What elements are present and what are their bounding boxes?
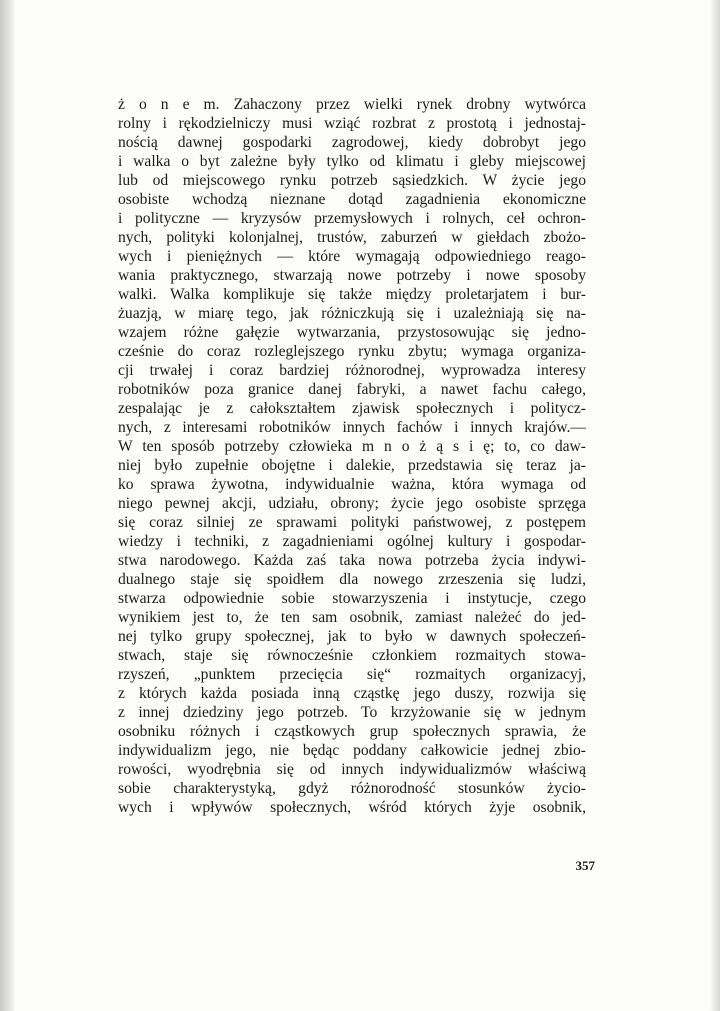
text-line: lub od miejscowego rynku potrzeb sąsiedzkich. W życie jego: [118, 172, 586, 189]
text-line: wynikiem jest to, że ten sam osobnik, zamiast należeć do jed-: [118, 609, 586, 626]
text-line: W ten sposób potrzeby człowieka m n o ż ą s i ę; to, co daw-: [118, 438, 586, 455]
text-line: osobiste wchodzą nieznane dotąd zagadnienia ekonomiczne: [118, 191, 586, 208]
text-line: z których każda posiada inną cząstkę jego duszy, rozwija się: [118, 685, 586, 702]
text-line: nością dawnej gospodarki zagrodowej, kiedy dobrobyt jego: [118, 134, 586, 151]
text-line: żuazją, w miarę tego, jak różniczkują się i uzależniają się na-: [118, 305, 586, 322]
text-line: nych, polityki kolonjalnej, trustów, zaburzeń w giełdach zbożo-: [118, 229, 586, 246]
text-line: cji trwałej i coraz bardziej różnorodnej, wyprowadza interesy: [118, 362, 586, 379]
text-line: się coraz silniej ze sprawami polityki państwowej, z postępem: [118, 514, 586, 531]
text-line: wych i pieniężnych — które wymagają odpowiedniego reago-: [118, 248, 586, 265]
text-line: niego pewnej akcji, udziału, obrony; życie jego osobiste sprzęga: [118, 495, 586, 512]
text-line: sobie charakterystyką, gdyż różnorodność stosunków życio-: [118, 780, 586, 797]
text-line: nych, z interesami robotników innych fachów i innych krajów.—: [118, 419, 586, 436]
text-line: stwa narodowego. Każda zaś taka nowa potrzeba życia indywi-: [118, 552, 586, 569]
text-line: wania praktycznego, stwarzają nowe potrzeby i nowe sposoby: [118, 267, 586, 284]
text-line: osobniku różnych i cząstkowych grup społecznych sprawia, że: [118, 723, 586, 740]
text-line: stwach, staje się równocześnie członkiem rozmaitych stowa-: [118, 647, 586, 664]
text-line: rolny i rękodzielniczy musi wziąć rozbrat z prostotą i jednostaj-: [118, 115, 586, 132]
text-line: wzajem różne gałęzie wytwarzania, przystosowując się jedno-: [118, 324, 586, 341]
text-line: z innej dziedziny jego potrzeb. To krzyżowanie się w jednym: [118, 704, 586, 721]
scan-edge-right: [710, 0, 720, 1011]
text-line: wiedzy i techniki, z zagadnieniami ogólnej kultury i gospodar-: [118, 533, 586, 550]
text-line: nej tylko grupy społecznej, jak to było w dawnych społeczeń-: [118, 628, 586, 645]
text-line: ż o n e m. Zahaczony przez wielki rynek drobny wytwórca: [118, 96, 586, 113]
text-line: cześnie do coraz rozleglejszego rynku zbytu; wymaga organiza-: [118, 343, 586, 360]
text-line: i polityczne — kryzysów przemysłowych i rolnych, ceł ochron-: [118, 210, 586, 227]
text-line: rowości, wyodrębnia się od innych indywidualizmów właściwą: [118, 761, 586, 778]
text-line: i walka o byt zależne były tylko od klimatu i gleby miejscowej: [118, 153, 586, 170]
text-line: wych i wpływów społecznych, wśród których żyje osobnik,: [118, 799, 586, 816]
text-line: zespalając je z całokształtem zjawisk społecznych i politycz-: [118, 400, 586, 417]
text-line: stwarza odpowiednie sobie stowarzyszenia i instytucje, czego: [118, 590, 586, 607]
text-line: robotników poza granice danej fabryki, a nawet fachu całego,: [118, 381, 586, 398]
page-number: 357: [575, 858, 595, 873]
text-line: dualnego staje się spoidłem dla nowego zrzeszenia się ludzi,: [118, 571, 586, 588]
body-text: [118, 95, 586, 817]
text-line: niej było zupełnie obojętne i dalekie, przedstawia się teraz ja-: [118, 457, 586, 474]
text-line: ko sprawa żywotna, indywidualnie ważna, która wymaga od: [118, 476, 586, 493]
scan-edge-left: [0, 0, 14, 1011]
text-line: indywidualizm jego, nie będąc poddany całkowicie jednej zbio-: [118, 742, 586, 759]
text-line: rzyszeń, „punktem przecięcia się“ rozmaitych organizacyj,: [118, 666, 586, 683]
text-line: walki. Walka komplikuje się także między proletarjatem i bur-: [118, 286, 586, 303]
